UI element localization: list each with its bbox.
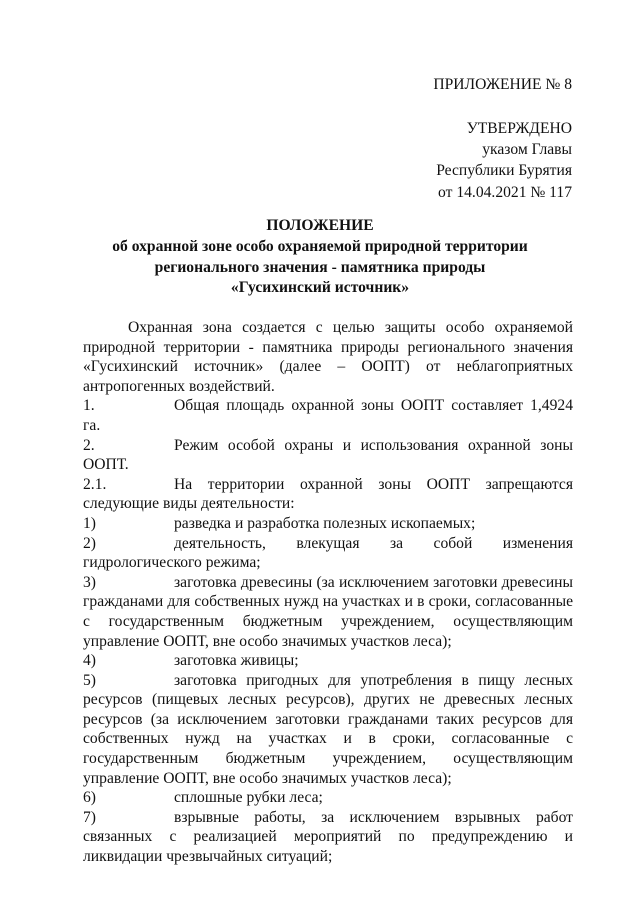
section-text: Общая площадь охранной зоны ООПТ составляет 1,4924 га.: [83, 397, 573, 434]
list-item-number: 4): [83, 652, 96, 670]
list-item-number: 1): [83, 514, 96, 532]
section-text: На территории охранной зоны ООПТ запрещаются следующие виды деятельности:: [83, 475, 573, 513]
list-item: [83, 788, 573, 808]
document-body: [83, 318, 573, 867]
list-item-number: 5): [83, 671, 96, 689]
section-item: [83, 475, 573, 514]
section-item: [83, 396, 573, 435]
list-item-text: заготовка древесины (за исключением заготовки древесины гражданами для собственных нужд на участках и в сроки, согласованные с государственным бюджетным учреждением, осуществляющим управление ООПТ, вне особо значимых участков леса);: [83, 573, 573, 650]
section-number: 1.: [83, 397, 95, 415]
intro-paragraph: Охранная зона создается с целью защиты особо охраняемой природной территории - памятника природы регионального значения «Гусихинский источник» (далее – ООПТ) от неблагоприятных антропогенных воздействий.: [83, 319, 573, 395]
list-item-number: 2): [83, 534, 96, 552]
list-item: [83, 671, 573, 789]
list-item-text: заготовка пригодных для употребления в пищу лесных ресурсов (пищевых лесных ресурсов), других не древесных лесных ресурсов (за исключением заготовки гражданами таких ресурсов для собственных нужд на участках и в сроки, согласованные с государственным бюджетным учреждением, осуществляющим управление ООПТ, вне особо значимых участков леса);: [83, 671, 573, 787]
list-item-number: 3): [83, 573, 96, 591]
section-item: [83, 436, 573, 475]
section-number: 2.: [83, 436, 95, 454]
list-item: [83, 651, 573, 671]
list-item-text: заготовка живицы;: [174, 652, 299, 670]
list-item: [83, 808, 573, 867]
list-item-text: взрывные работы, за исключением взрывных работ связанных с реализацией мероприятий по предупреждению и ликвидации чрезвычайных ситуаций;: [83, 808, 573, 866]
approval-line: Республики Бурятия: [436, 162, 572, 180]
section-text: Режим особой охраны и использования охранной зоны ООПТ.: [83, 436, 573, 474]
list-item-text: разведка и разработка полезных ископаемых;: [174, 514, 476, 532]
document-title: [68, 216, 572, 299]
title-heading: ПОЛОЖЕНИЕ: [266, 217, 374, 234]
approval-line: указом Главы: [482, 141, 572, 159]
section-number: 2.1.: [83, 475, 107, 493]
list-item-text: сплошные рубки леса;: [174, 789, 323, 807]
approval-line: от 14.04.2021 № 117: [438, 183, 572, 201]
list-item-text: деятельность, влекущая за собой изменения гидрологического режима;: [83, 534, 573, 572]
title-line: регионального значения - памятника природы: [154, 258, 486, 276]
title-line: об охранной зоне особо охраняемой природной территории: [112, 237, 528, 255]
list-item: [83, 573, 573, 651]
list-item: [83, 514, 573, 534]
list-item-number: 6): [83, 789, 96, 807]
list-item-number: 7): [83, 808, 96, 826]
list-item: [83, 534, 573, 573]
title-line: «Гусихинский источник»: [230, 279, 410, 297]
approval-stamp: [436, 118, 572, 203]
appendix-label: ПРИЛОЖЕНИЕ № 8: [433, 76, 572, 93]
approval-line: УТВЕРЖДЕНО: [466, 120, 572, 137]
